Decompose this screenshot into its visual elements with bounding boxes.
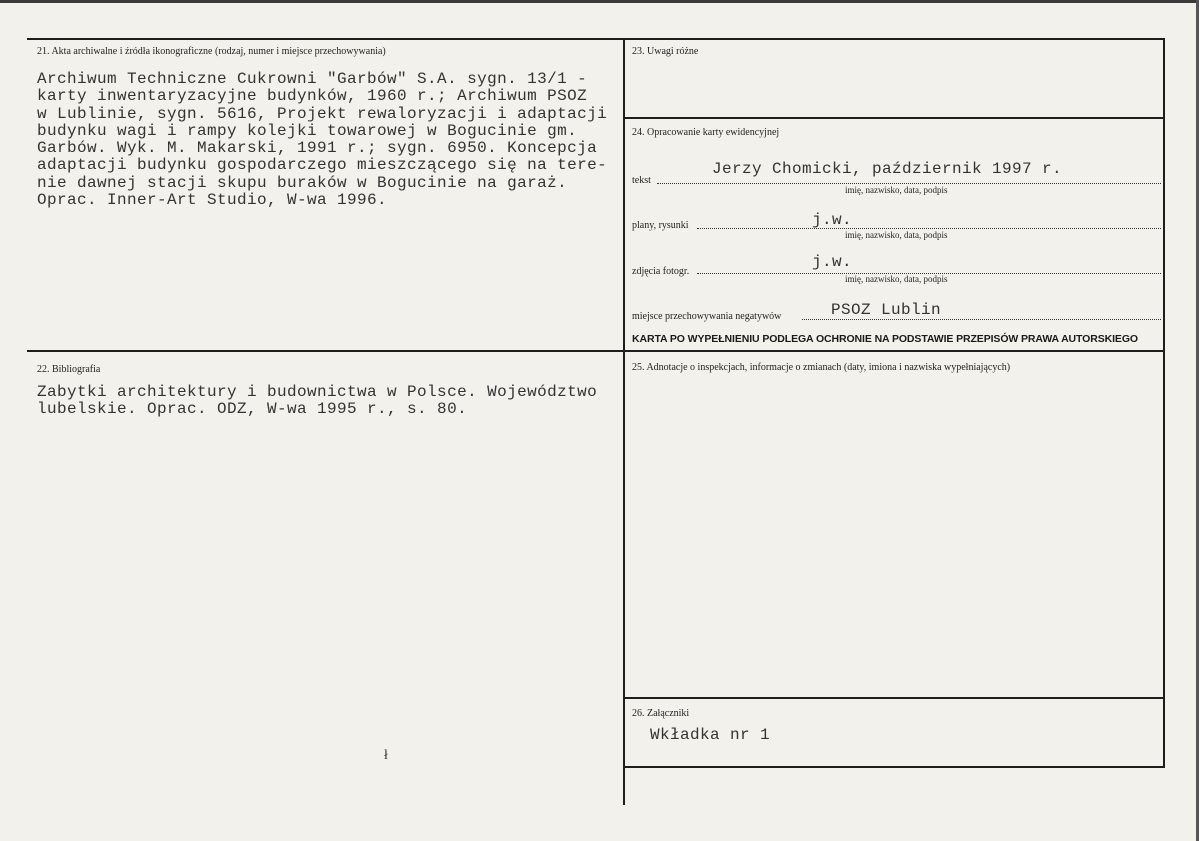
text-line: Zabytki architektury i budownictwa w Polsce. Województwo bbox=[37, 383, 598, 401]
section-21-text bbox=[37, 71, 607, 209]
middle-rule bbox=[27, 350, 1165, 352]
pen-mark: ł bbox=[384, 748, 388, 763]
rule-23-24 bbox=[625, 117, 1165, 119]
bottom-right-rule bbox=[625, 766, 1165, 768]
text-line: nie dawnej stacji skupu buraków w Bogucinie na garaż. bbox=[37, 173, 568, 192]
card-top-edge bbox=[0, 0, 1199, 3]
field-label-zdjecia: zdjęcia fotogr. bbox=[632, 266, 690, 277]
field-label-negatywy: miejsce przechowywania negatywów bbox=[632, 311, 782, 322]
field-sub-zdjecia: imię, nazwisko, data, podpis bbox=[845, 274, 948, 284]
section-26-label: 26. Załączniki bbox=[632, 708, 690, 719]
center-divider bbox=[623, 38, 625, 805]
field-value-tekst: Jerzy Chomicki, październik 1997 r. bbox=[712, 160, 1063, 178]
section-26-value: Wkładka nr 1 bbox=[650, 726, 771, 744]
field-label-plany: plany, rysunki bbox=[632, 220, 689, 231]
section-24-label: 24. Opracowanie karty ewidencyjnej bbox=[632, 127, 780, 138]
field-value-plany: j.w. bbox=[812, 211, 853, 229]
field-sub-plany: imię, nazwisko, data, podpis bbox=[845, 230, 948, 240]
section-23-label: 23. Uwagi różne bbox=[632, 46, 699, 57]
text-line: lubelskie. Oprac. ODZ, W-wa 1995 r., s. 80. bbox=[37, 400, 468, 419]
text-line: Archiwum Techniczne Cukrowni "Garbów" S.A. sygn. 13/1 - bbox=[37, 70, 588, 88]
field-line-tekst bbox=[657, 183, 1161, 184]
rule-25-26 bbox=[625, 697, 1165, 699]
text-line: adaptacji budynku gospodarczego mieszczącego się na tere- bbox=[37, 156, 608, 175]
text-line: Garbów. Wyk. M. Makarski, 1991 r.; sygn. 6950. Koncepcja bbox=[37, 139, 598, 158]
top-rule bbox=[27, 38, 1165, 40]
text-line: karty inwentaryzacyjne budynków, 1960 r.; Archiwum PSOZ bbox=[37, 87, 588, 106]
section-25-label: 25. Adnotacje o inspekcjach, informacje o zmianach (daty, imiona i nazwiska wypełniających) bbox=[632, 362, 1011, 373]
section-21-label: 21. Akta archiwalne i źródła ikonograficzne (rodzaj, numer i miejsce przechowywania) bbox=[37, 46, 386, 57]
field-line-plany bbox=[697, 228, 1161, 229]
field-value-zdjecia: j.w. bbox=[812, 253, 853, 271]
field-label-tekst: tekst bbox=[632, 175, 651, 186]
field-sub-tekst: imię, nazwisko, data, podpis bbox=[845, 185, 948, 195]
field-value-negatywy: PSOZ Lublin bbox=[831, 301, 942, 319]
text-line: w Lublinie, sygn. 5616, Projekt rewaloryzacji i adaptacji bbox=[37, 104, 608, 123]
copyright-notice: KARTA PO WYPEŁNIENIU PODLEGA OCHRONIE NA PODSTAWIE PRZEPISÓW PRAWA AUTORSKIEGO bbox=[632, 333, 1138, 345]
right-divider bbox=[1163, 38, 1165, 768]
section-22-text bbox=[37, 384, 597, 419]
text-line: budynku wagi i rampy kolejki towarowej w Bogucinie gm. bbox=[37, 121, 578, 140]
text-line: Oprac. Inner-Art Studio, W-wa 1996. bbox=[37, 191, 388, 210]
section-22-label: 22. Bibliografia bbox=[37, 364, 101, 375]
